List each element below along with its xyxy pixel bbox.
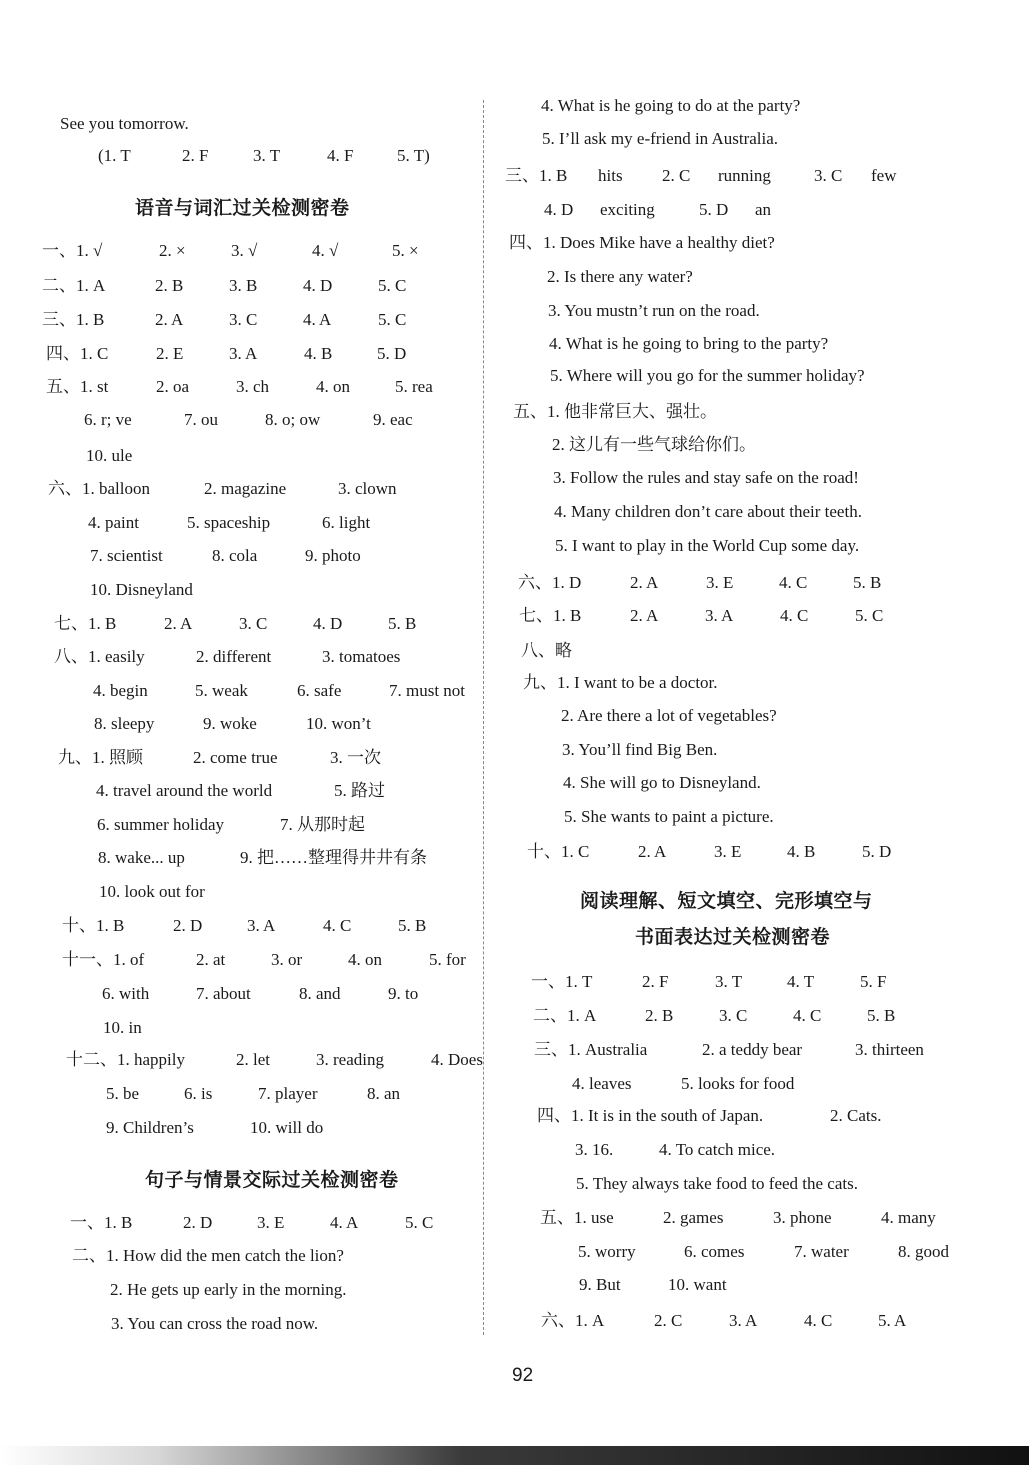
answer-item: 9. Children’s (106, 1118, 194, 1137)
answer-item: 2. Cats. (830, 1106, 882, 1125)
answer-item: 5. Where will you go for the summer holiday? (550, 366, 865, 385)
answer-item: 4. on (348, 950, 382, 969)
answer-item: 2. D (173, 916, 203, 935)
answer-item: 2. F (182, 146, 209, 165)
answer-item: 三、1. Australia (534, 1040, 648, 1059)
answer-item: 3. C (719, 1006, 748, 1025)
answer-item: 十、1. C (527, 842, 590, 861)
answer-item: 8. an (367, 1084, 401, 1103)
answer-item: 六、1. D (518, 573, 582, 592)
answer-item: 5. be (106, 1084, 140, 1103)
answer-item: 5. B (388, 614, 417, 633)
answer-item: 3. You can cross the road now. (111, 1314, 319, 1333)
answer-item: 2. games (663, 1208, 724, 1227)
answer-item: 2. E (156, 344, 184, 363)
answer-item: 2. 这儿有一些气球给你们。 (552, 435, 756, 454)
answer-item: 3. or (271, 950, 303, 969)
answer-item: 2. F (642, 972, 669, 991)
answer-item: 5. C (405, 1213, 434, 1232)
answer-item: 4. leaves (572, 1074, 632, 1093)
answer-item: 2. He gets up early in the morning. (110, 1280, 347, 1299)
answer-item: 4. begin (93, 681, 148, 700)
answer-item: 3. C (229, 310, 258, 329)
answer-item: 10. want (668, 1275, 727, 1294)
answer-item: 十二、1. happily (66, 1050, 185, 1069)
answer-item: 8. cola (212, 546, 258, 565)
answer-item: 三、1. B (42, 310, 105, 329)
section-heading: 阅读理解、短文填空、完形填空与 (580, 890, 873, 912)
answer-item: 三、1. B (505, 166, 568, 185)
answer-item: 五、1. st (46, 377, 109, 396)
answer-item: 4. She will go to Disneyland. (563, 773, 761, 792)
answer-item: 5. worry (578, 1242, 636, 1261)
answer-item: 6. comes (684, 1242, 745, 1261)
answer-item: 5. D (377, 344, 407, 363)
answer-item: 4. paint (88, 513, 139, 532)
answer-item: 八、1. easily (54, 647, 145, 666)
answer-item: 5. 路过 (334, 781, 385, 800)
answer-item: 5. F (860, 972, 887, 991)
answer-item: 2. different (196, 647, 272, 666)
answer-item: 2. Are there a lot of vegetables? (561, 706, 777, 725)
answer-item: 十一、1. of (62, 950, 145, 969)
answer-item: 7. must not (389, 681, 466, 700)
answer-item: 九、1. I want to be a doctor. (523, 673, 718, 692)
answer-item: 3. A (705, 606, 734, 625)
answer-item: 2. D (183, 1213, 213, 1232)
answer-item: 四、1. Does Mike have a healthy diet? (509, 233, 775, 252)
answer-item: 4. B (787, 842, 816, 861)
answer-item: 6. summer holiday (97, 815, 225, 834)
answer-item: 9. But (579, 1275, 621, 1294)
answer-item: 8. sleepy (94, 714, 155, 733)
answer-item: 4. C (323, 916, 352, 935)
answer-item: See you tomorrow. (60, 114, 189, 133)
answer-item: 5. B (398, 916, 427, 935)
answer-item: 2. let (236, 1050, 270, 1069)
answer-item: 6. is (184, 1084, 213, 1103)
answer-item: 5. D (699, 200, 729, 219)
answer-item: 3. T (715, 972, 743, 991)
section-heading: 句子与情景交际过关检测密卷 (145, 1169, 399, 1191)
answer-item: 二、1. A (533, 1006, 597, 1025)
answer-item: 2. C (662, 166, 691, 185)
scan-edge-shadow (0, 1446, 1029, 1465)
answer-item: 3. reading (316, 1050, 384, 1069)
answer-item: 4. To catch mice. (659, 1140, 776, 1159)
answer-item: 3. E (714, 842, 742, 861)
answer-item: 6. r; ve (84, 410, 132, 429)
answer-item: 2. A (164, 614, 193, 633)
answer-item: 4. F (327, 146, 354, 165)
page-number: 92 (512, 1365, 534, 1386)
answer-item: 2. B (645, 1006, 674, 1025)
answer-item: 9. eac (373, 410, 413, 429)
answer-item: 10. Disneyland (90, 580, 193, 599)
answer-item: 7. ou (184, 410, 218, 429)
answer-item: 5. They always take food to feed the cats. (576, 1174, 858, 1193)
answer-item: 5. × (392, 241, 419, 260)
answer-item: 二、1. A (42, 276, 106, 295)
answer-item: 2. A (630, 606, 659, 625)
answer-item: 4. many (881, 1208, 936, 1227)
answer-item: 9. woke (203, 714, 257, 733)
answer-item: 10. won’t (306, 714, 371, 733)
answer-item: 6. light (322, 513, 371, 532)
answer-item: 5. C (378, 276, 407, 295)
answer-item: 2. come true (193, 748, 278, 767)
answer-item: 5. spaceship (187, 513, 271, 532)
answer-item: 3. E (257, 1213, 285, 1232)
answer-item: an (755, 200, 772, 219)
answer-item: 7. player (258, 1084, 318, 1103)
answer-item: 五、1. 他非常巨大、强壮。 (513, 402, 717, 421)
answer-item: 5. D (862, 842, 892, 861)
answer-item: 2. × (159, 241, 186, 260)
answer-item: 5. B (867, 1006, 896, 1025)
answer-item: 六、1. A (541, 1311, 605, 1330)
answer-item: 2. a teddy bear (702, 1040, 803, 1059)
answer-item: 5. looks for food (681, 1074, 795, 1093)
answer-item: 3. Follow the rules and stay safe on the road! (553, 468, 859, 487)
answer-item: 5. rea (395, 377, 433, 396)
answer-item: 3. A (729, 1311, 758, 1330)
answer-item: 3. B (229, 276, 258, 295)
answer-item: 4. on (316, 377, 350, 396)
answer-item: 六、1. balloon (48, 479, 150, 498)
answer-item: few (871, 166, 897, 185)
answer-item: 4. D (313, 614, 343, 633)
answer-item: 8. good (898, 1242, 949, 1261)
answer-item: 4. C (779, 573, 808, 592)
answer-item: 2. magazine (204, 479, 287, 498)
answer-item: 5. A (878, 1311, 907, 1330)
answer-item: 4. C (804, 1311, 833, 1330)
answer-item: 3. You’ll find Big Ben. (562, 740, 718, 759)
answer-item: 5. C (378, 310, 407, 329)
answer-item: 10. in (103, 1018, 142, 1037)
answer-item: 3. C (814, 166, 843, 185)
answer-item: 5. She wants to paint a picture. (564, 807, 774, 826)
answer-item: 八、略 (521, 641, 572, 660)
answer-item: 2. A (638, 842, 667, 861)
answer-item: 7. 从那时起 (280, 815, 365, 834)
answer-item: 2. oa (156, 377, 190, 396)
answer-item: 5. I’ll ask my e-friend in Australia. (542, 129, 779, 148)
answer-item: 9. photo (305, 546, 361, 565)
answer-item: 10. ule (86, 446, 133, 465)
answer-item: 4. T (787, 972, 815, 991)
answer-item: 3. T (253, 146, 281, 165)
answer-item: 二、1. How did the men catch the lion? (72, 1246, 344, 1265)
answer-item: 2. Is there any water? (547, 267, 693, 286)
answer-item: 十、1. B (62, 916, 125, 935)
answer-item: 七、1. B (519, 606, 582, 625)
answer-item: 五、1. use (540, 1208, 614, 1227)
answer-item: 2. B (155, 276, 184, 295)
answer-item: 5. B (853, 573, 882, 592)
answer-item: 4. Many children don’t care about their teeth. (554, 502, 862, 521)
answer-item: 6. safe (297, 681, 342, 700)
column-divider (483, 100, 484, 1335)
answer-item: 5. weak (195, 681, 248, 700)
answer-item: 7. water (794, 1242, 849, 1261)
answer-item: 8. wake... up (98, 848, 185, 867)
answer-item: 3. ch (236, 377, 270, 396)
answer-item: 4. D (303, 276, 333, 295)
section-heading: 语音与词汇过关检测密卷 (135, 197, 350, 219)
answer-item: 4. C (793, 1006, 822, 1025)
answer-item: 2. at (196, 950, 226, 969)
answer-item: 4. B (304, 344, 333, 363)
answer-item: 4. C (780, 606, 809, 625)
answer-item: 四、1. It is in the south of Japan. (537, 1106, 764, 1125)
answer-item: 3. tomatoes (322, 647, 401, 666)
answer-item: 3. √ (231, 241, 258, 260)
answer-item: 2. C (654, 1311, 683, 1330)
answer-item: 3. A (229, 344, 258, 363)
answer-item: 5. T) (397, 146, 430, 165)
answer-item: 7. about (196, 984, 251, 1003)
answer-item: 7. scientist (90, 546, 163, 565)
answer-item: 9. 把……整理得井井有条 (240, 848, 427, 867)
answer-item: 4. A (330, 1213, 359, 1232)
answer-item: 3. 一次 (330, 748, 381, 767)
answer-item: 3. C (239, 614, 268, 633)
answer-item: 四、1. C (46, 344, 109, 363)
answer-item: 4. D (544, 200, 574, 219)
answer-item: 9. to (388, 984, 419, 1003)
answer-item: 3. thirteen (855, 1040, 924, 1059)
answer-item: 2. A (155, 310, 184, 329)
answer-item: 3. 16. (575, 1140, 614, 1159)
answer-item: 七、1. B (54, 614, 117, 633)
answer-item: 2. A (630, 573, 659, 592)
answer-item: 8. and (299, 984, 341, 1003)
answer-item: 一、1. B (70, 1213, 133, 1232)
answer-item: 5. for (429, 950, 466, 969)
answer-item: 3. You mustn’t run on the road. (548, 301, 760, 320)
answer-item: 4. Does (431, 1050, 483, 1069)
answer-item: (1. T (98, 146, 131, 165)
answer-item: 10. will do (250, 1118, 324, 1137)
answer-item: 一、1. √ (42, 241, 103, 260)
answer-item: 8. o; ow (265, 410, 321, 429)
answer-item: 4. What is he going to do at the party? (541, 96, 801, 115)
answer-item: 3. phone (773, 1208, 832, 1227)
answer-item: 3. clown (338, 479, 397, 498)
answer-item: 4. What is he going to bring to the party? (549, 334, 829, 353)
answer-item: running (718, 166, 771, 185)
answer-item: 3. A (247, 916, 276, 935)
answer-item: 九、1. 照顾 (58, 748, 143, 767)
answer-item: 5. I want to play in the World Cup some day. (555, 536, 860, 555)
answer-item: exciting (600, 200, 655, 219)
answer-item: hits (598, 166, 623, 185)
answer-item: 4. √ (312, 241, 339, 260)
section-heading: 书面表达过关检测密卷 (635, 926, 831, 948)
answer-item: 6. with (102, 984, 150, 1003)
answer-item: 一、1. T (531, 972, 593, 991)
answer-item: 3. E (706, 573, 734, 592)
answer-item: 5. C (855, 606, 884, 625)
answer-item: 10. look out for (99, 882, 205, 901)
answer-item: 4. travel around the world (96, 781, 273, 800)
answer-item: 4. A (303, 310, 332, 329)
